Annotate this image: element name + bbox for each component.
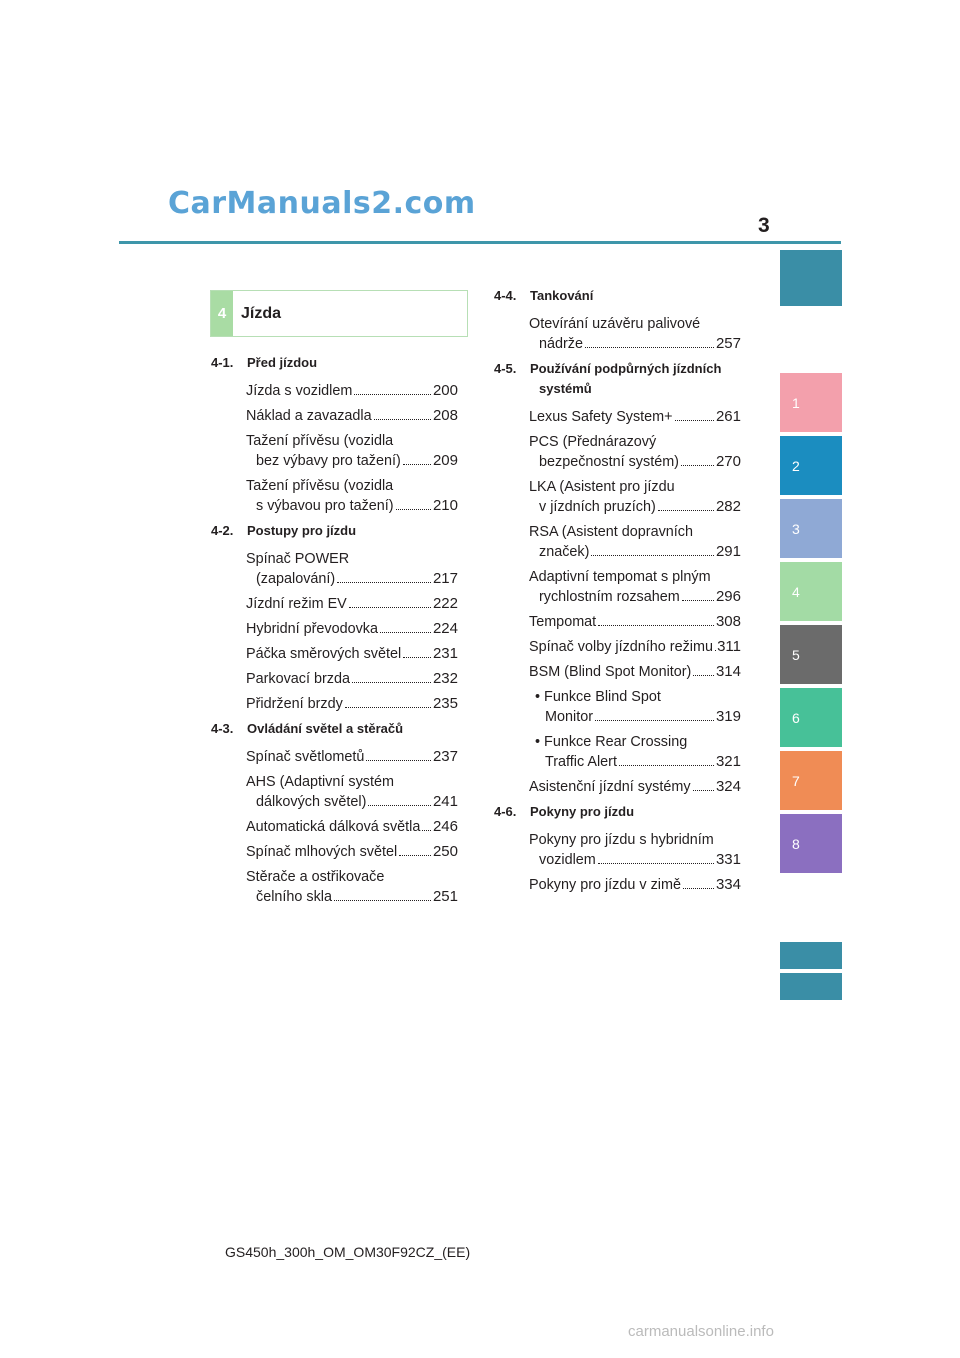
document-code: GS450h_300h_OM_OM30F92CZ_(EE) bbox=[225, 1244, 471, 1260]
toc-entry-text: Spínač POWER bbox=[246, 551, 350, 567]
toc-page-number: 208 bbox=[432, 407, 458, 424]
toc-entry-text: Jízda s vozidlem bbox=[246, 383, 353, 399]
chapter-tab-label: 1 bbox=[792, 394, 800, 411]
toc-entry-text: BSM (Blind Spot Monitor) bbox=[529, 664, 692, 680]
toc-entry-text: • Funkce Rear Crossing bbox=[535, 734, 688, 750]
toc-entry-text: Tažení přívěsu (vozidla bbox=[246, 478, 394, 494]
toc-entry[interactable] bbox=[529, 777, 741, 797]
toc-page-number: 217 bbox=[432, 570, 458, 587]
toc-entry[interactable] bbox=[246, 694, 458, 714]
toc-page-number: 324 bbox=[715, 778, 741, 795]
leader-dots bbox=[374, 419, 431, 420]
toc-entry-text: RSA (Asistent dopravních bbox=[529, 524, 693, 540]
toc-entry-text: (zapalování) bbox=[256, 571, 336, 587]
section-title: Postupy pro jízdu bbox=[247, 523, 357, 538]
chapter-tab-label: 3 bbox=[792, 520, 800, 537]
toc-page-number: 261 bbox=[715, 408, 741, 425]
toc-entry-text: Přidržení brzdy bbox=[246, 696, 343, 712]
toc-page-number: 308 bbox=[715, 613, 741, 630]
leader-dots bbox=[337, 582, 431, 583]
toc-section-heading bbox=[211, 521, 356, 541]
chapter-tab-label: 7 bbox=[792, 772, 800, 789]
toc-entry-text: PCS (Přednárazový bbox=[529, 434, 657, 450]
toc-entry[interactable] bbox=[246, 406, 458, 426]
toc-entry-text: rychlostním rozsahem bbox=[539, 589, 680, 605]
toc-page-number: 250 bbox=[432, 843, 458, 860]
leader-dots bbox=[675, 420, 714, 421]
section-number: 4-1. bbox=[211, 355, 234, 370]
toc-entry[interactable] bbox=[246, 747, 458, 767]
toc-page-number: 224 bbox=[432, 620, 458, 637]
section-number: 4-2. bbox=[211, 523, 234, 538]
toc-page-number: 334 bbox=[715, 876, 741, 893]
toc-entry-text: Pokyny pro jízdu s hybridním bbox=[529, 832, 714, 848]
leader-dots bbox=[585, 347, 714, 348]
leader-dots bbox=[396, 509, 431, 510]
toc-section-heading bbox=[494, 359, 721, 399]
section-title: Tankování bbox=[530, 288, 594, 303]
toc-entry[interactable] bbox=[246, 867, 458, 907]
leader-dots bbox=[403, 464, 431, 465]
chapter-tab-label: 5 bbox=[792, 646, 800, 663]
section-title: Pokyny pro jízdu bbox=[530, 804, 635, 819]
leader-dots bbox=[681, 465, 714, 466]
leader-dots bbox=[693, 675, 714, 676]
leader-dots bbox=[619, 765, 714, 766]
toc-page-number: 246 bbox=[432, 818, 458, 835]
watermark-logo: CarManuals2.com bbox=[168, 186, 476, 221]
chapter-tab-1[interactable] bbox=[780, 373, 842, 432]
toc-entry[interactable] bbox=[529, 637, 741, 657]
chapter-tab-blank[interactable] bbox=[780, 973, 842, 1000]
toc-entry-text: Monitor bbox=[545, 709, 593, 725]
leader-dots bbox=[591, 555, 714, 556]
section-title: Ovládání světel a stěračů bbox=[247, 721, 404, 736]
toc-page-number: 209 bbox=[432, 452, 458, 469]
section-number: 4-5. bbox=[494, 361, 517, 376]
toc-entry-text: Jízdní režim EV bbox=[246, 596, 347, 612]
leader-dots bbox=[349, 607, 431, 608]
leader-dots bbox=[399, 855, 431, 856]
leader-dots bbox=[422, 830, 431, 831]
toc-entry[interactable] bbox=[246, 431, 458, 471]
leader-dots bbox=[683, 888, 714, 889]
section-number: 4-4. bbox=[494, 288, 517, 303]
section-number: 4-6. bbox=[494, 804, 517, 819]
toc-entry-text: bezpečnostní systém) bbox=[539, 454, 679, 470]
chapter-tab-blank[interactable] bbox=[780, 250, 842, 306]
chapter-tab-blank[interactable] bbox=[780, 942, 842, 969]
toc-page-number: 314 bbox=[715, 663, 741, 680]
leader-dots bbox=[598, 625, 714, 626]
toc-entry-text: Automatická dálková světla bbox=[246, 819, 421, 835]
toc-entry[interactable] bbox=[246, 594, 458, 614]
leader-dots bbox=[403, 657, 431, 658]
toc-entry[interactable] bbox=[246, 476, 458, 516]
toc-entry-text: v jízdních pruzích) bbox=[539, 499, 656, 515]
leader-dots bbox=[368, 805, 431, 806]
section-number: 4-3. bbox=[211, 721, 234, 736]
leader-dots bbox=[354, 394, 431, 395]
chapter-tab-6[interactable] bbox=[780, 688, 842, 747]
toc-entry-text: • Funkce Blind Spot bbox=[535, 689, 661, 705]
toc-entry-text: Stěrače a ostřikovače bbox=[246, 869, 385, 885]
toc-page-number: 210 bbox=[432, 497, 458, 514]
toc-page-number: 331 bbox=[715, 851, 741, 868]
chapter-header bbox=[210, 290, 468, 337]
toc-entry-text: Spínač světlometů bbox=[246, 749, 365, 765]
toc-entry-text: Lexus Safety System+ bbox=[529, 409, 673, 425]
toc-sub-entry[interactable] bbox=[535, 687, 741, 727]
toc-entry-text: LKA (Asistent pro jízdu bbox=[529, 479, 675, 495]
toc-page-number: 235 bbox=[432, 695, 458, 712]
toc-entry-text: Spínač mlhových světel bbox=[246, 844, 398, 860]
chapter-tab-label: 8 bbox=[792, 835, 800, 852]
chapter-tab-label: 6 bbox=[792, 709, 800, 726]
toc-section-heading bbox=[211, 719, 403, 739]
chapter-tab-7[interactable] bbox=[780, 751, 842, 810]
chapter-tab-2[interactable] bbox=[780, 436, 842, 495]
toc-entry-text: Pokyny pro jízdu v zimě bbox=[529, 877, 681, 893]
leader-dots bbox=[658, 510, 714, 511]
leader-dots bbox=[352, 682, 431, 683]
toc-entry-text: Hybridní převodovka bbox=[246, 621, 378, 637]
toc-entry-text: Otevírání uzávěru palivové bbox=[529, 316, 701, 332]
toc-section-heading bbox=[494, 286, 593, 306]
toc-entry[interactable] bbox=[529, 830, 741, 870]
toc-page-number: 291 bbox=[715, 543, 741, 560]
header-rule bbox=[119, 241, 841, 244]
leader-dots bbox=[595, 720, 714, 721]
toc-page-number: 237 bbox=[432, 748, 458, 765]
leader-dots bbox=[693, 790, 714, 791]
toc-entry-text: Parkovací brzda bbox=[246, 671, 350, 687]
toc-entry-text: AHS (Adaptivní systém bbox=[246, 774, 394, 790]
toc-entry[interactable] bbox=[246, 669, 458, 689]
chapter-tab-3[interactable] bbox=[780, 499, 842, 558]
chapter-tab-5[interactable] bbox=[780, 625, 842, 684]
chapter-number: 4 bbox=[211, 291, 233, 336]
chapter-tab-label: 4 bbox=[792, 583, 800, 600]
section-title: Před jízdou bbox=[247, 355, 318, 370]
leader-dots bbox=[366, 760, 431, 761]
chapter-title: Jízda bbox=[241, 304, 282, 322]
toc-entry[interactable] bbox=[529, 522, 741, 562]
toc-page-number: 311 bbox=[717, 638, 741, 655]
toc-section-heading bbox=[211, 353, 317, 373]
toc-entry-text: Traffic Alert bbox=[545, 754, 617, 770]
toc-page-number: 251 bbox=[432, 888, 458, 905]
toc-entry[interactable] bbox=[246, 549, 458, 589]
toc-entry-text: vozidlem bbox=[539, 852, 596, 868]
toc-entry-text: bez výbavy pro tažení) bbox=[256, 453, 401, 469]
toc-entry[interactable] bbox=[529, 432, 741, 472]
leader-dots bbox=[334, 900, 431, 901]
toc-page-number: 231 bbox=[432, 645, 458, 662]
toc-entry[interactable] bbox=[529, 875, 741, 895]
toc-entry[interactable] bbox=[529, 314, 741, 354]
toc-entry-text: značek) bbox=[539, 544, 590, 560]
toc-entry-text: Páčka směrových světel bbox=[246, 646, 402, 662]
toc-entry-text: Spínač volby jízdního režimu bbox=[529, 639, 713, 655]
toc-entry-text: Asistenční jízdní systémy bbox=[529, 779, 691, 795]
toc-entry-text: Tempomat bbox=[529, 614, 597, 630]
toc-entry-text: čelního skla bbox=[256, 889, 332, 905]
leader-dots bbox=[380, 632, 431, 633]
page-number: 3 bbox=[758, 214, 770, 237]
leader-dots bbox=[682, 600, 714, 601]
toc-entry-text: Adaptivní tempomat s plným bbox=[529, 569, 711, 585]
toc-page-number: 319 bbox=[715, 708, 741, 725]
watermark-footer: carmanualsonline.info bbox=[628, 1323, 774, 1340]
toc-page-number: 321 bbox=[715, 753, 741, 770]
toc-entry[interactable] bbox=[529, 407, 741, 427]
toc-page-number: 296 bbox=[715, 588, 741, 605]
toc-page-number: 241 bbox=[432, 793, 458, 810]
chapter-tab-label: 2 bbox=[792, 457, 800, 474]
toc-entry[interactable] bbox=[529, 567, 741, 607]
toc-entry-text: s výbavou pro tažení) bbox=[256, 498, 394, 514]
toc-page-number: 257 bbox=[715, 335, 741, 352]
toc-entry[interactable] bbox=[246, 381, 458, 401]
toc-entry[interactable] bbox=[529, 612, 741, 632]
toc-entry-text: nádrže bbox=[539, 336, 584, 352]
toc-sub-entry[interactable] bbox=[535, 732, 741, 772]
toc-page-number: 270 bbox=[715, 453, 741, 470]
toc-entry[interactable] bbox=[246, 619, 458, 639]
toc-entry[interactable] bbox=[246, 842, 458, 862]
chapter-tab-4[interactable] bbox=[780, 562, 842, 621]
toc-page-number: 232 bbox=[432, 670, 458, 687]
leader-dots bbox=[598, 863, 714, 864]
leader-dots bbox=[345, 707, 431, 708]
section-title-cont: systémů bbox=[539, 381, 592, 396]
section-title: Používání podpůrných jízdních bbox=[530, 361, 722, 376]
chapter-tab-8[interactable] bbox=[780, 814, 842, 873]
toc-entry[interactable] bbox=[529, 662, 741, 682]
toc-entry[interactable] bbox=[246, 817, 458, 837]
toc-entry[interactable] bbox=[246, 644, 458, 664]
toc-page-number: 282 bbox=[715, 498, 741, 515]
toc-section-heading bbox=[494, 802, 634, 822]
toc-entry-text: dálkových světel) bbox=[256, 794, 367, 810]
toc-entry-text: Náklad a zavazadla bbox=[246, 408, 372, 424]
toc-entry[interactable] bbox=[529, 477, 741, 517]
toc-entry-text: Tažení přívěsu (vozidla bbox=[246, 433, 394, 449]
toc-entry[interactable] bbox=[246, 772, 458, 812]
toc-page-number: 200 bbox=[432, 382, 458, 399]
toc-page-number: 222 bbox=[432, 595, 458, 612]
